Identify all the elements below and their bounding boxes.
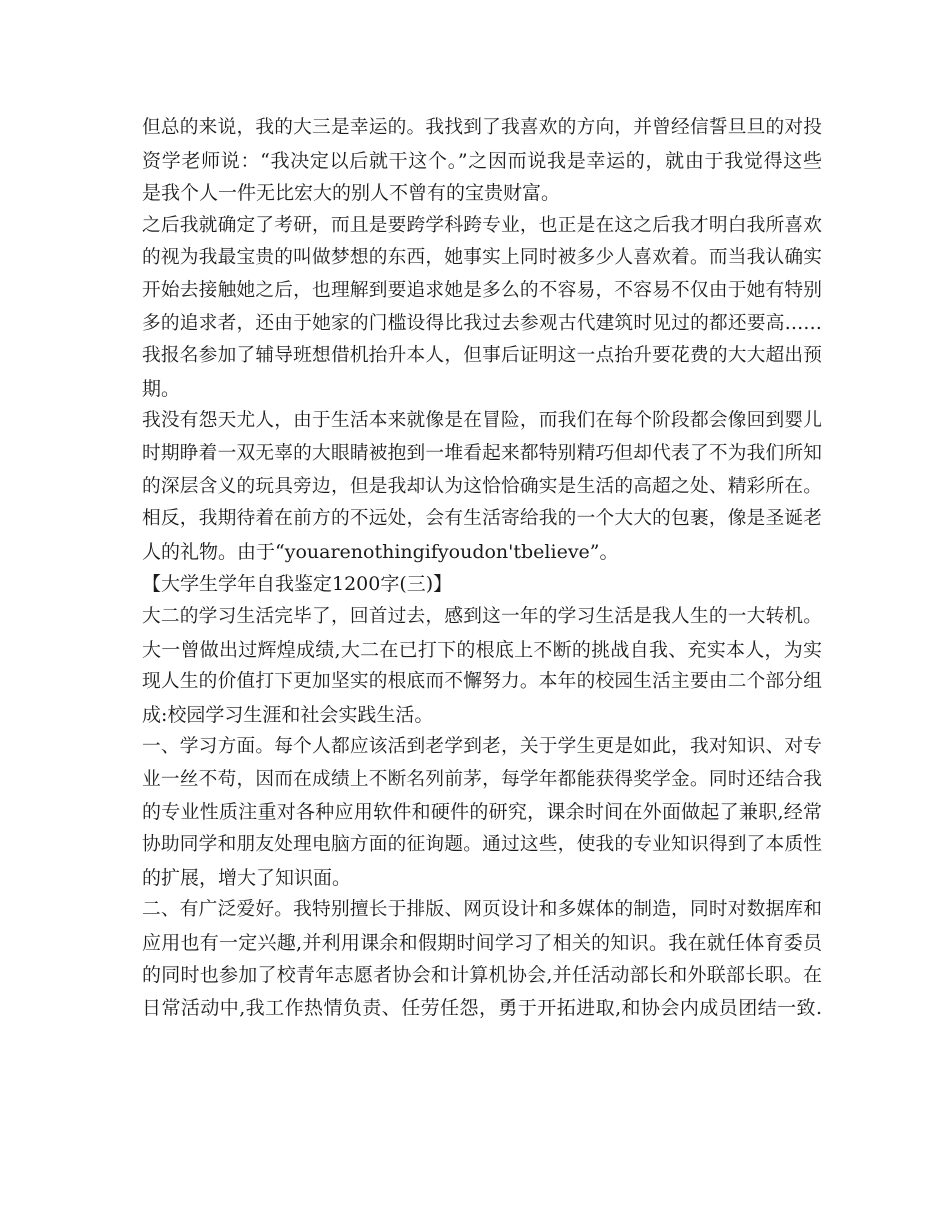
text-line: 大二的学习生活完毕了，回首过去，感到这一年的学习生活是我人生的一大转机。 bbox=[142, 605, 822, 627]
text-line: 开始去接触她之后，也理解到要追求她是多么的不容易，不容易不仅由于她有特别 bbox=[142, 279, 822, 301]
text-line: 协助同学和朋友处理电脑方面的征询题。通过这些，使我的专业知识得到了本质性 bbox=[142, 834, 822, 856]
document-body bbox=[142, 112, 822, 1025]
text-line: 的深层含义的玩具旁边，但是我却认为这恰恰确实是生活的高超之处、精彩所在。 bbox=[142, 475, 822, 497]
text-line: 我报名参加了辅导班想借机抬升本人，但事后证明这一点抬升要花费的大大超出预 bbox=[142, 345, 822, 367]
text-line: 应用也有一定兴趣,并利用课余和假期时间学习了相关的知识。我在就任体育委员 bbox=[142, 931, 822, 954]
text-line: 成:校园学习生涯和社会实践生活。 bbox=[142, 703, 434, 726]
text-line: 大一曾做出过辉煌成绩,大二在已打下的根底上不断的挑战自我、充实本人，为实 bbox=[142, 638, 822, 661]
text-line: 期。 bbox=[142, 377, 181, 400]
text-line: 是我个人一件无比宏大的别人不曾有的宝贵财富。 bbox=[142, 182, 561, 205]
text-line: 人的礼物。由于“youarenothingifyoudon'tbelieve”。 bbox=[142, 540, 619, 563]
text-line: 二、有广泛爱好。我特别擅长于排版、网页设计和多媒体的制造，同时对数据库和 bbox=[142, 899, 822, 921]
text-line: 的同时也参加了校青年志愿者协会和计算机协会,并任活动部长和外联部长职。在 bbox=[142, 964, 822, 987]
text-line: 【大学生学年自我鉴定1200字(三)】 bbox=[142, 573, 453, 596]
text-line: 一、学习方面。每个人都应该活到老学到老，关于学生更是如此，我对知识、对专 bbox=[142, 736, 822, 758]
text-line: 日常活动中,我工作热情负责、任劳任怨，勇于开拓进取,和协会内成员团结一致. bbox=[142, 997, 822, 1020]
text-line: 多的追求者，还由于她家的门槛设得比我过去参观古代建筑时见过的都还要高…… bbox=[142, 312, 822, 334]
text-line: 业一丝不苟，因而在成绩上不断名列前茅，每学年都能获得奖学金。同时还结合我 bbox=[142, 768, 822, 790]
text-line: 之后我就确定了考研，而且是要跨学科跨专业，也正是在这之后我才明白我所喜欢 bbox=[142, 214, 822, 236]
text-line: 时期睁着一双无辜的大眼睛被抱到一堆看起来都特别精巧但却代表了不为我们所知 bbox=[142, 442, 822, 464]
text-line: 我没有怨天尤人，由于生活本来就像是在冒险，而我们在每个阶段都会像回到婴儿 bbox=[142, 410, 822, 432]
text-line: 的专业性质注重对各种应用软件和硬件的研究，课余时间在外面做起了兼职,经常 bbox=[142, 801, 822, 824]
text-line: 的视为我最宝贵的叫做梦想的东西，她事实上同时被多少人喜欢着。而当我认确实 bbox=[142, 247, 822, 269]
text-line: 资学老师说：“我决定以后就干这个。”之因而说我是幸运的，就由于我觉得这些 bbox=[142, 149, 822, 172]
text-line: 的扩展，增大了知识面。 bbox=[142, 866, 352, 889]
text-line: 相反，我期待着在前方的不远处，会有生活寄给我的一个大大的包裹，像是圣诞老 bbox=[142, 508, 822, 530]
text-line: 现人生的价值打下更加坚实的根底而不懈努力。本年的校园生活主要由二个部分组 bbox=[142, 671, 822, 693]
text-line: 但总的来说，我的大三是幸运的。我找到了我喜欢的方向，并曾经信誓旦旦的对投 bbox=[142, 117, 822, 138]
